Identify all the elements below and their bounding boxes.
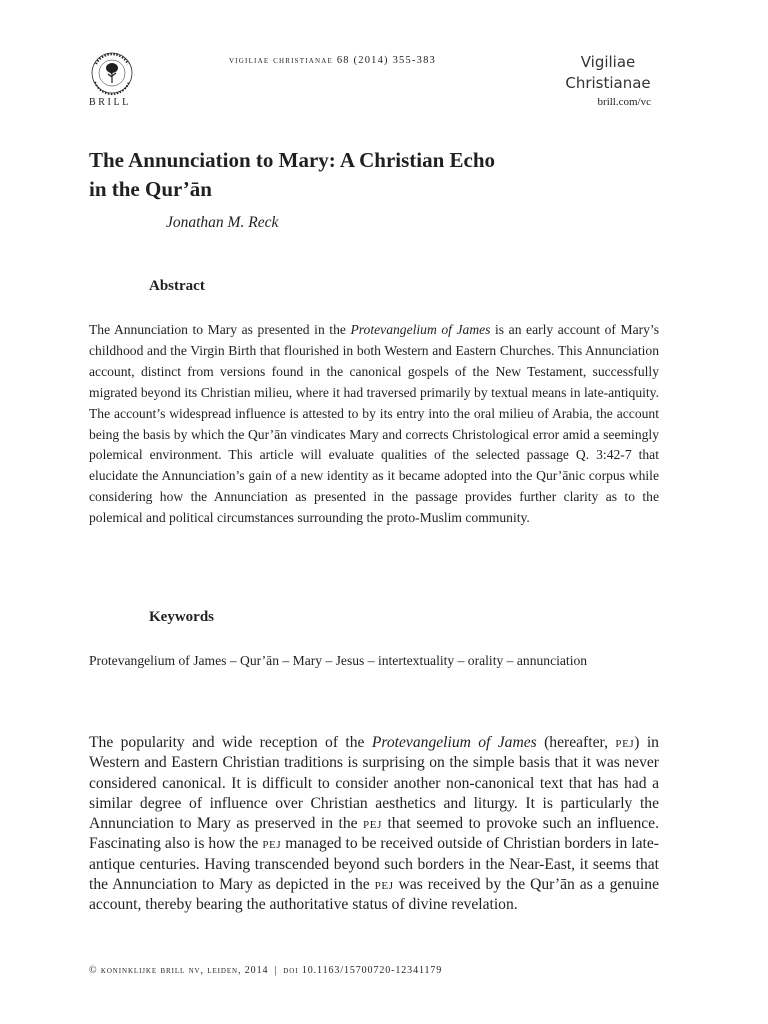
keywords-heading: Keywords — [149, 609, 214, 625]
brill-logo-icon — [84, 50, 140, 96]
journal-url[interactable]: brill.com/vc — [597, 96, 651, 108]
body-span: ) in Western and Eastern Christian traditions is surprising on the simple basis that it was never considered canonical. It is difficult to consider another non-canonical text that has had a similar degree of influence over Christian aesthetics and liturgy. It is particularly the Annunciation to Mary as preserved in the — [89, 734, 659, 833]
abstract-text — [89, 320, 659, 529]
keywords-text: Protevangelium of James – Qur’ān – Mary – Jesus – intertextuality – orality – annunciation — [89, 653, 588, 668]
journal-brand-line2: Christianae — [565, 74, 651, 92]
article-title — [89, 146, 689, 204]
body-span: (hereafter, — [536, 734, 616, 751]
page-footer — [89, 965, 442, 976]
abstract-part: is an early account of Mary’s childhood and the Virgin Birth that flourished in both Western and Eastern Churches. This Annunciation account, distinct from versions found in the canonical gospels of the New Testament, successfully migrated beyond its Christian milieu, where it had traversed primarily by textual means in late-antiquity. The account’s widespread influence is attested to by its entry into the oral milieu of Arabia, the account being the basis by which the Qur’ān vindicates Mary and corrects Christological error amid a seemingly polemical environment. This article will evaluate qualities of the selected passage Q. 3:42-7 that elucidate the Annunciation’s gain of a new identity as it became adopted into the Qur’ānic corpus while considering how the Annunciation as presented in the passage provides further clarity as to the polemical and political circumstances surrounding the proto-Muslim community. — [89, 322, 659, 526]
journal-brand-line1: Vigiliae — [580, 53, 636, 71]
body-abbrev: pej — [615, 734, 635, 751]
publisher-name: BRILL — [89, 97, 131, 108]
abstract-part: The Annunciation to Mary as presented in the — [89, 322, 351, 337]
body-span: was received by the Qur’ān as a genuine account, thereby bearing the authoritative status of divine revelation. — [89, 876, 660, 914]
journal-brand — [558, 52, 658, 94]
body-span: that seemed to provoke such an influence. Fascinating also is how the — [89, 815, 659, 853]
body-abbrev: pej — [262, 835, 282, 853]
footer-separator: | — [274, 965, 278, 976]
copyright: © koninklijke brill nv, leiden, 2014 — [89, 965, 269, 976]
body-span: The popularity and wide reception of the — [89, 734, 372, 751]
body-abbrev: pej — [374, 876, 394, 894]
title-line2: in the Qur’ān — [89, 177, 212, 201]
abstract-heading: Abstract — [149, 278, 205, 294]
body-paragraph — [89, 733, 659, 916]
doi-label: doi — [283, 965, 299, 976]
body-abbrev: pej — [363, 815, 382, 833]
doi-link[interactable]: 10.1163/15700720-12341179 — [301, 965, 443, 976]
body-span: managed to be received outside of Christian borders in late-antique centuries. Having transcended beyond such borders in the Near-East, it seems that the Annunciation to Mary as depicted in the — [89, 835, 659, 894]
author-name: Jonathan M. Reck — [166, 214, 279, 231]
body-italic: Protevangelium of James — [371, 734, 537, 751]
abstract-italic: Protevangelium of James — [350, 322, 491, 337]
title-line1: The Annunciation to Mary: A Christian Echo — [89, 148, 496, 172]
running-head: vigiliae christianae 68 (2014) 355-383 — [229, 55, 436, 66]
